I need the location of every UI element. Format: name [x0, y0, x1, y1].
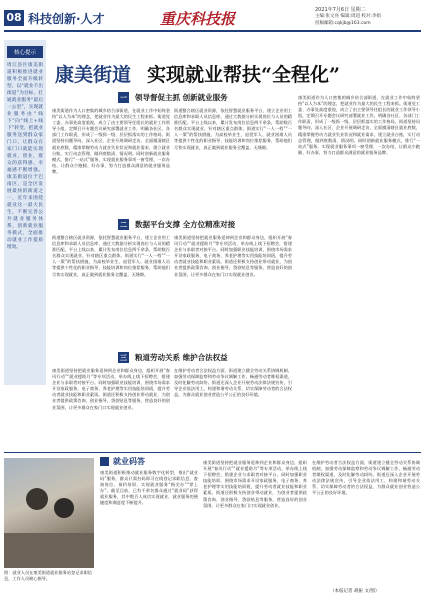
body-column-1: 康美街道作为人口密集的城乡结合部街道，在就业工作中始终坚持“以人为本”的理念，把就业作为最大的民生工程来抓。街道党工委、办事处高度重视，成立了由主要领导任组长的就业工作领导小组，定期召开专题会议研究部署就业工作，明确各社区、各部门工作职责，形成了一级抓一级、层层抓落实的工作格局。街道坚持问题导向，深入社区、企业开展调研走访，全面摸清辖区就业底数，精准掌握劳动力就业失业状况和就业需求，建立就业台账，实行动态管理，做到底数清、情况明。同时创新就业服务模式，推行“一站式”服务，实现就业服务事项一窗受理、一次办结，让群众少跑腿、好办事，努力打造群众满意的就业服务品牌。 — [52, 108, 170, 174]
sidebar-text: 周江县区康美街道积极推进就业服务全面升级转型，以“就业不出街道”为目标，打通就业服务“最后一公里”，实现就业服务由“线下”向“线上+线下”转变，把就业服务送到群众家门口，让群众在家门口就能实现就业、创业，群众的获得感、幸福感不断增强。康美街道位于巴南区，是全区发展最快的街道之一，近年来围绕就业这一最大民生，不断完善公共就业服务体系，创新就业服务模式，全面推动就业工作提质增效。 — [7, 63, 43, 250]
contact-email: 投稿邮箱:cqkjb@163.com — [315, 21, 371, 26]
boxed-text: 康美街道积极推动就业服务数字化转型，推出“就业码”服务，群众只需扫码即可在线登记求职信息、查询岗位、预约培训，实现就业服务“指尖办”“掌上办”。截至目前，已有千余名群众通过“就业码”获得就业服务，其中数百人成功实现就业，就业服务的便捷度和满意度不断提升。 — [100, 470, 198, 506]
section-header-1 — [118, 92, 228, 103]
section-header-3 — [118, 352, 228, 363]
section-title-3: 粮道劳动关系 维护合法权益 — [135, 353, 228, 362]
body-column-3: 街道整合辖区就业资源，依托智慧就业服务平台，建立企业用工信息库和求职人员信息库，通过大数据分析实现岗位与人员的精准匹配。平台上线以来，累计发布岗位信息两千余条，帮助数百名群众实现就业。针对辖区重点群体，街道实行“一人一档”“一人一策”的帮扶措施，为高校毕业生、退役军人、就业困难人员等提供个性化的职业指导、技能培训和岗位推荐服务，帮助他们尽快实现就业，真正做到就业服务全覆盖、无缝隙。 — [52, 235, 170, 277]
page-header — [0, 0, 425, 38]
section-title: 科技创新·人才 — [28, 12, 105, 26]
headline-left: 康美街道 — [55, 63, 132, 86]
page-number: 08 — [4, 10, 24, 26]
photo-person — [26, 488, 48, 510]
section-number: 二 — [120, 220, 127, 229]
section-title-2: 数据平台支撑 全方位精准对接 — [135, 220, 236, 229]
bottom-column-2: 康美街道坚持把就业服务延伸到企业和群众身边，组织开展“春风行动”“就业援助月”等专项活动，举办线上线下招聘会，搭建企业与求职者对接平台。同时加强职业技能培训，围绕市场需求开设家政服务、电子商务、养老护理等实用技能培训班，提升劳动者就业技能和职业素质。街道还积极支持创业带动就业，为创业者提供政策咨询、创业指导、贷款贴息等服务，营造良好的创业氛围，让更多群众在家门口实现就业创业。 — [203, 460, 307, 508]
section-header-2 — [118, 219, 235, 230]
photo-desk — [4, 533, 94, 568]
boxed-heading: 就业码答 — [113, 457, 145, 466]
body-column-2: 街道整合辖区就业资源，依托智慧就业服务平台，建立企业用工信息库和求职人员信息库，通过大数据分析实现岗位与人员的精准匹配。平台上线以来，累计发布岗位信息两千余条，帮助数百名群众实现就业。针对辖区重点群体，街道实行“一人一档”“一人一策”的帮扶措施，为高校毕业生、退役军人、就业困难人员等提供个性化的职业指导、技能培训和岗位推荐服务，帮助他们尽快实现就业，真正做到就业服务全覆盖、无缝隙。 — [174, 108, 292, 150]
paper-masthead: 重庆科技报 — [160, 10, 236, 28]
body-column-right: 康美街道作为人口密集的城乡结合部街道，在就业工作中始终坚持“以人为本”的理念，把就业作为最大的民生工程来抓。街道党工委、办事处高度重视，成立了由主要领导任组长的就业工作领导小组，定期召开专题会议研究部署就业工作，明确各社区、各部门工作职责，形成了一级抓一级、层层抓落实的工作格局。街道坚持问题导向，深入社区、企业开展调研走访，全面摸清辖区就业底数，精准掌握劳动力就业失业状况和就业需求，建立就业台账，实行动态管理，做到底数清、情况明。同时创新就业服务模式，推行“一站式”服务，实现就业服务事项一窗受理、一次办结，让群众少跑腿、好办事，努力打造群众满意的就业服务品牌。 — [298, 95, 420, 155]
body-column-5: 康美街道坚持把就业服务延伸到企业和群众身边，组织开展“春风行动”“就业援助月”等专项活动，举办线上线下招聘会，搭建企业与求职者对接平台。同时加强职业技能培训，围绕市场需求开设家政服务、电子商务、养老护理等实用技能培训班，提升劳动者就业技能和职业素质。街道还积极支持创业带动就业，为创业者提供政策咨询、创业指导、贷款贴息等服务，营造良好的创业氛围，让更多群众在家门口实现就业创业。 — [52, 368, 170, 410]
box-icon — [100, 457, 109, 466]
issue-date: 2021年7月6日 星期二 — [315, 7, 366, 13]
body-column-4: 康美街道坚持把就业服务延伸到企业和群众身边，组织开展“春风行动”“就业援助月”等专项活动，举办线上线下招聘会，搭建企业与求职者对接平台。同时加强职业技能培训，围绕市场需求开设家政服务、电子商务、养老护理等实用技能培训班，提升劳动者就业技能和职业素质。街道还积极支持创业带动就业，为创业者提供政策咨询、创业指导、贷款贴息等服务，营造良好的创业氛围，让更多群众在家门口实现就业创业。 — [174, 235, 292, 277]
bottom-column-3: 在维护劳动者合法权益方面，街道建立健全劳动关系协调机制，加强劳动保障监察和劳动争议调解工作，畅通劳动者维权渠道，及时化解劳动纠纷。街道还深入企业开展劳动法律法规宣传，引导企业依法用工，构建和谐劳动关系，切实保障劳动者的合法权益，为群众就业创业营造公平公正的良好环境。 — [312, 460, 420, 496]
editor-credits: 主编:张文亮 编辑:周超 校对:李娟 — [315, 14, 381, 19]
section-divider — [4, 452, 421, 453]
sidebar — [4, 40, 46, 385]
body-column-6: 在维护劳动者合法权益方面，街道建立健全劳动关系协调机制，加强劳动保障监察和劳动争议调解工作，畅通劳动者维权渠道，及时化解劳动纠纷。街道还深入企业开展劳动法律法规宣传，引导企业依法用工，构建和谐劳动关系，切实保障劳动者的合法权益，为群众就业创业营造公平公正的良好环境。 — [174, 368, 292, 398]
headline-right: 实现就业帮扶“全程化” — [147, 63, 340, 86]
headline — [55, 58, 415, 88]
section-number: 三 — [120, 353, 127, 362]
section-title-1: 领导督促主抓 创新就业服务 — [135, 93, 228, 102]
section-number: 一 — [120, 93, 127, 102]
news-photo — [4, 458, 94, 568]
sidebar-tag: 核心提示 — [7, 46, 43, 58]
photo-person — [54, 498, 74, 518]
photo-caption: 图：就业人员在康美街道就业服务站登记求职信息，工作人员耐心指导。 — [4, 570, 92, 581]
byline: （本报记者 胡振 文/图） — [330, 589, 380, 594]
boxed-title — [100, 456, 145, 467]
header-rule — [4, 30, 421, 32]
